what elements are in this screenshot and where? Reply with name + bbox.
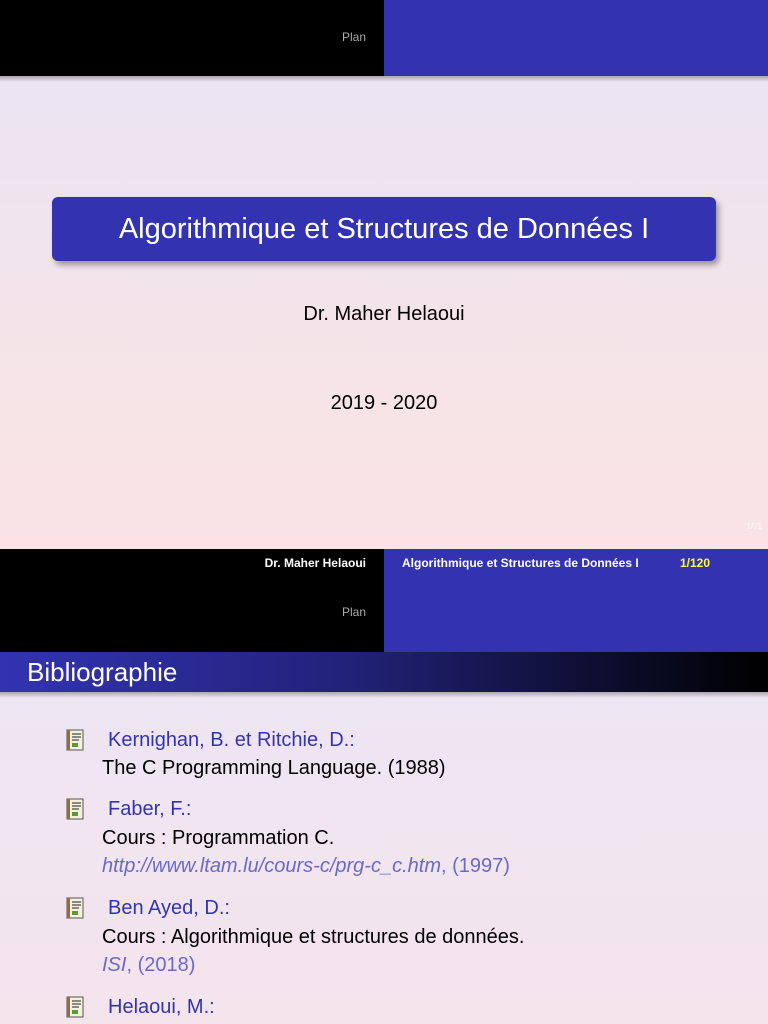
frame-title-bar bbox=[0, 652, 768, 692]
presentation-date: 2019 - 2020 bbox=[330, 392, 438, 414]
bib-title: Cours : Algorithmique et structures de données. bbox=[102, 926, 525, 948]
footer-author bbox=[0, 549, 384, 577]
bib-author: Helaoui, M.: bbox=[108, 996, 215, 1018]
bib-author: Kernighan, B. et Ritchie, D.: bbox=[108, 729, 355, 751]
bib-author: Faber, F.: bbox=[108, 798, 192, 820]
bib-title: The C Programming Language. (1988) bbox=[102, 757, 446, 779]
presentation-author: Dr. Maher Helaoui bbox=[303, 303, 465, 325]
header-left-band bbox=[0, 0, 384, 76]
book-icon bbox=[66, 798, 84, 820]
frame-title: Bibliographie bbox=[27, 656, 178, 687]
header-left-band bbox=[0, 577, 384, 652]
bib-link[interactable]: http://www.ltam.lu/cours-c/prg-c_c.htm bbox=[102, 855, 441, 877]
footer-title-section bbox=[384, 549, 768, 577]
header-plan-link[interactable]: Plan bbox=[341, 605, 366, 619]
presentation-title-box bbox=[52, 197, 716, 261]
bib-title: Cours : Programmation C. bbox=[102, 827, 335, 849]
header-right-band bbox=[384, 0, 768, 76]
header-plan-link[interactable]: Plan bbox=[341, 30, 366, 44]
bib-link-line bbox=[102, 954, 195, 977]
book-icon bbox=[66, 729, 84, 751]
book-icon bbox=[66, 897, 84, 919]
bibliography-slide bbox=[0, 577, 768, 1024]
bib-year: , (1997) bbox=[440, 855, 510, 877]
bib-link-line bbox=[102, 855, 510, 878]
bib-year: , (2018) bbox=[126, 954, 196, 976]
footer-page-number: 1/120 bbox=[680, 556, 711, 570]
bib-author: Ben Ayed, D.: bbox=[108, 897, 230, 919]
slide-page-indicator: 1/71 bbox=[746, 522, 762, 531]
footer-title: Algorithmique et Structures de Données I bbox=[402, 556, 639, 570]
footer-author-text: Dr. Maher Helaoui bbox=[264, 556, 366, 570]
header-shadow bbox=[0, 76, 768, 82]
bib-link[interactable]: ISI bbox=[102, 954, 127, 976]
presentation-title: Algorithmique et Structures de Données I bbox=[118, 212, 650, 245]
book-icon bbox=[66, 996, 84, 1018]
slide-footer bbox=[0, 549, 768, 577]
header-right-band bbox=[384, 577, 768, 652]
frame-title-shadow bbox=[0, 692, 768, 698]
